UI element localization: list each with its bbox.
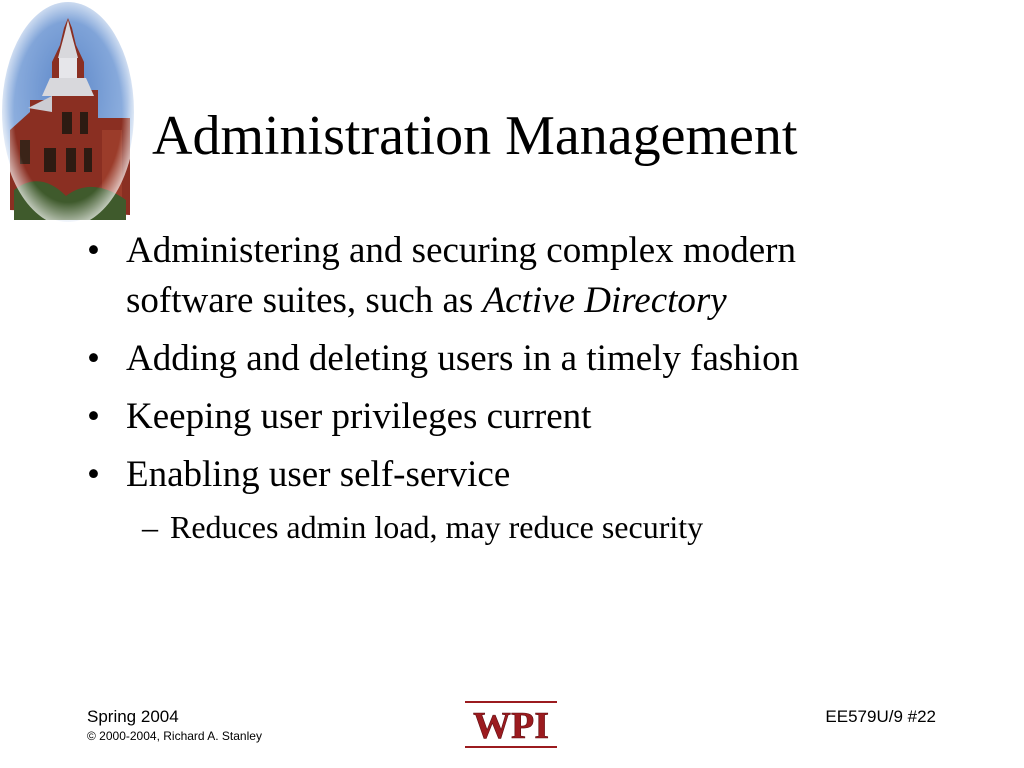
bullet-marker: •	[87, 230, 100, 271]
bullet-item	[87, 226, 987, 326]
wpi-logo-text: WPI	[473, 705, 549, 747]
bullet-item	[87, 450, 987, 500]
slide-title: Administration Management	[152, 105, 798, 167]
bullet-marker: •	[87, 396, 100, 437]
bullet-text	[126, 226, 846, 326]
clock-tower-image	[0, 0, 140, 228]
bullet-text: Keeping user privileges current	[126, 396, 592, 437]
bullet-text-italic: Active Directory	[482, 280, 727, 321]
footer-copyright: © 2000-2004, Richard A. Stanley	[87, 729, 262, 743]
sub-bullet-marker: –	[142, 509, 158, 545]
bullet-marker: •	[87, 338, 100, 379]
bullet-text-part: Administering and securing complex modern software suites, such as	[126, 230, 796, 321]
bullet-marker: •	[87, 454, 100, 495]
footer-left	[87, 706, 262, 744]
sub-bullet-text: Reduces admin load, may reduce security	[170, 509, 704, 545]
sub-bullet-item	[87, 505, 987, 549]
bullet-item	[87, 392, 987, 442]
bullet-list	[87, 226, 987, 549]
footer-term: Spring 2004	[87, 707, 179, 726]
wpi-logo	[463, 698, 559, 752]
bullet-text: Adding and deleting users in a timely fashion	[126, 338, 800, 379]
bullet-item	[87, 334, 987, 384]
bullet-text: Enabling user self-service	[126, 454, 511, 495]
course-slide-number: EE579U/9 #22	[825, 707, 936, 726]
